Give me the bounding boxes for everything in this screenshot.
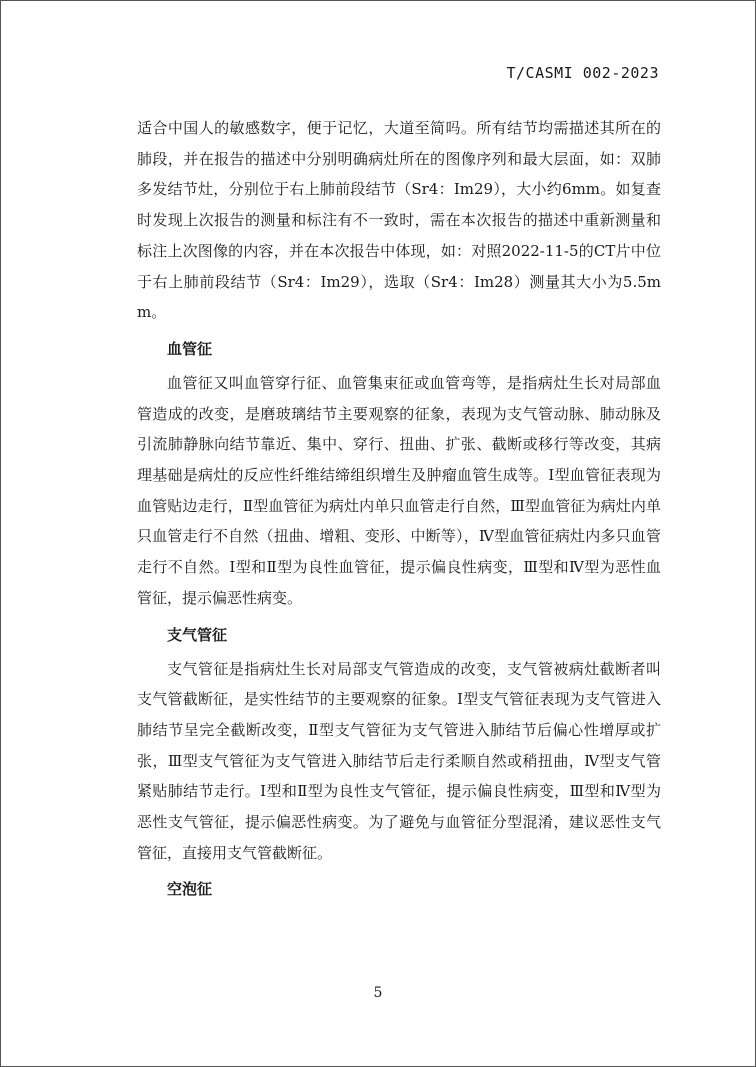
document-code: T/CASMI 002-2023	[506, 64, 659, 82]
vascular-paragraph: 血管征又叫血管穿行征、血管集束征或血管弯等，是指病灶生长对局部血管造成的改变，是磨玻璃结节主要观察的征象，表现为支气管动脉、肺动脉及引流肺静脉向结节靠近、集中、穿行、扭曲、扩张、截断或移行等改变，其病理基础是病灶的反应性纤维结缔组织增生及肿瘤血管生成等。Ⅰ型血管征表现为血管贴边走行，Ⅱ型血管征为病灶内单只血管走行自然，Ⅲ型血管征为病灶内单只血管走行不自然（扭曲、增粗、变形、中断等），Ⅳ型血管征病灶内多只血管走行不自然。Ⅰ型和Ⅱ型为良性血管征，提示偏良性病变，Ⅲ型和Ⅳ型为恶性血管征，提示偏恶性病变。	[137, 373, 661, 607]
section-heading-vascular: 血管征	[167, 339, 213, 358]
section-heading-cavity: 空泡征	[167, 880, 213, 899]
bronchial-paragraph: 支气管征是指病灶生长对局部支气管造成的改变，支气管被病灶截断者叫支气管截断征，是实性结节的主要观察的征象。Ⅰ型支气管征表现为支气管进入肺结节呈完全截断改变，Ⅱ型支气管征为支气管进入肺结节后偏心性增厚或扩张，Ⅲ型支气管征为支气管进入肺结节后走行柔顺自然或稍扭曲，Ⅳ型支气管紧贴肺结节走行。Ⅰ型和Ⅱ型为良性支气管征，提示偏良性病变，Ⅲ型和Ⅳ型为恶性支气管征，提示偏恶性病变。为了避免与血管征分型混淆，建议恶性支气管征，直接用支气管截断征。	[137, 659, 661, 862]
page-content	[137, 113, 661, 908]
page-number: 5	[373, 985, 383, 1001]
section-heading-bronchial: 支气管征	[167, 625, 228, 644]
intro-paragraph: 适合中国人的敏感数字，便于记忆，大道至简吗。所有结节均需描述其所在的肺段，并在报告的描述中分别明确病灶所在的图像序列和最大层面，如：双肺多发结节灶，分别位于右上肺前段结节（Sr4：Im29），大小约6mm。如复查时发现上次报告的测量和标注有不一致时，需在本次报告的描述中重新测量和标注上次图像的内容，并在本次报告中体现，如：对照2022-11-5的CT片中位于右上肺前段结节（Sr4：Im29），选取（Sr4：Im28）测量其大小为5.5mm。	[137, 119, 661, 322]
